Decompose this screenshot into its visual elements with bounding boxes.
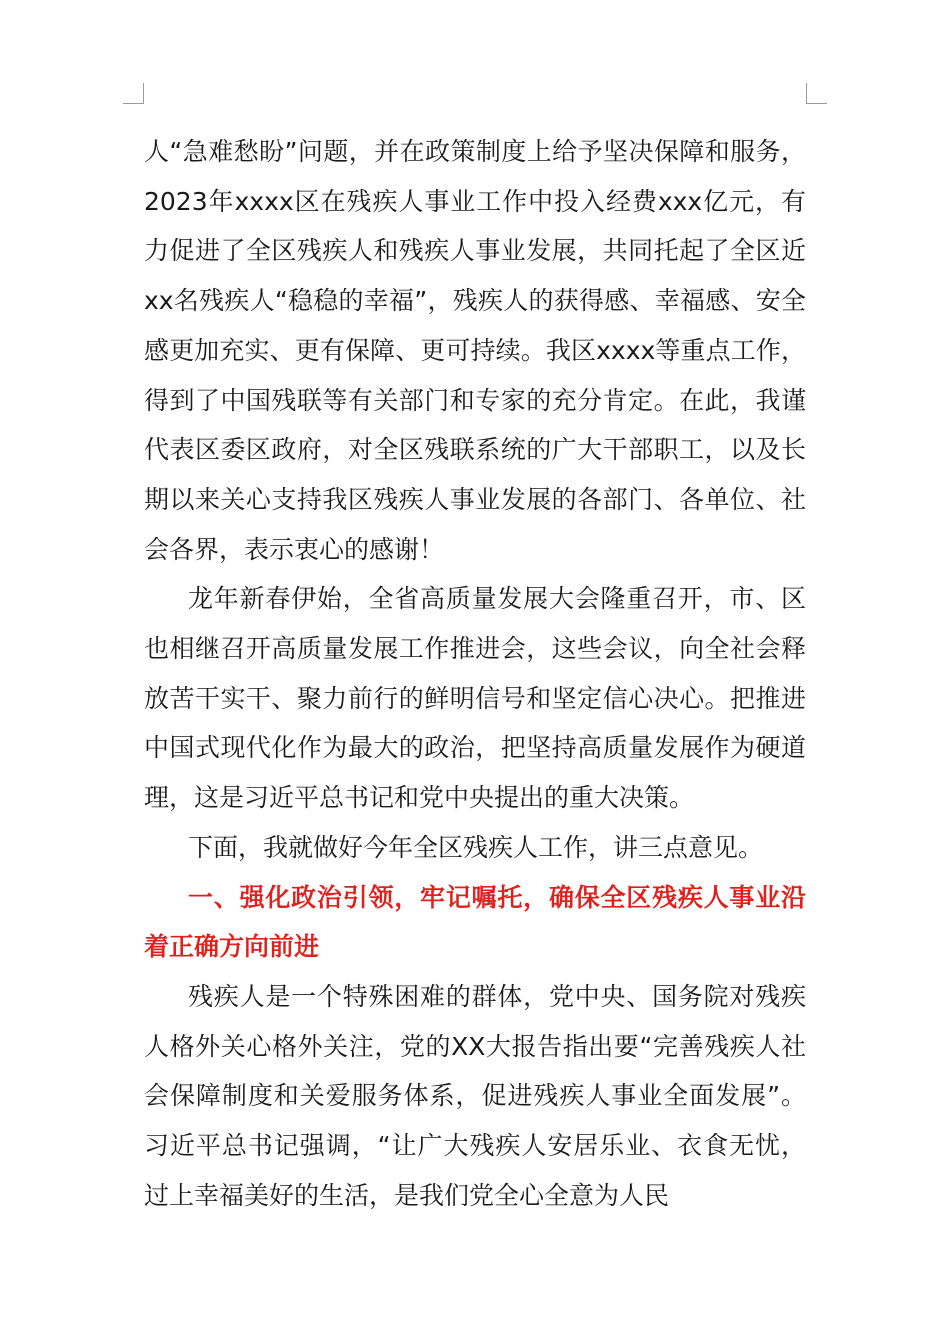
paragraph-1: 人“急难愁盼”问题，并在政策制度上给予坚决保障和服务，2023年xxxx区在残疾人事业工作中投入经费xxx亿元，有力促进了全区残疾人和残疾人事业发展，共同托起了全区近xx名残疾人“稳稳的幸福”，残疾人的获得感、幸福感、安全感更加充实、更有保障、更可持续。我区xxxx等重点工作，得到了中国残联等有关部门和专家的充分肯定。在此，我谨代表区委区政府，对全区残联系统的广大干部职工，以及长期以来关心支持我区残疾人事业发展的各部门、各单位、社会各界，表示衷心的感谢！ [144,137,806,564]
crop-mark-top-right [806,83,827,104]
crop-mark-top-left [123,83,144,104]
document-body [144,127,806,1220]
section-heading-1: 一、强化政治引领，牢记嘱托，确保全区残疾人事业沿着正确方向前进 [144,882,806,962]
paragraph-3: 下面，我就做好今年全区残疾人工作，讲三点意见。 [188,832,764,862]
paragraph-2: 龙年新春伊始，全省高质量发展大会隆重召开，市、区也相继召开高质量发展工作推进会，这些会议，向全社会释放苦干实干、聚力前行的鲜明信号和坚定信心决心。把推进中国式现代化作为最大的政治，把坚持高质量发展作为硬道理，这是习近平总书记和党中央提出的重大决策。 [144,584,806,813]
paragraph-4: 残疾人是一个特殊困难的群体，党中央、国务院对残疾人格外关心格外关注，党的XX大报告指出要“完善残疾人社会保障制度和关爱服务体系，促进残疾人事业全面发展”。习近平总书记强调，“让广大残疾人安居乐业、衣食无忧，过上幸福美好的生活，是我们党全心全意为人民 [144,981,806,1210]
